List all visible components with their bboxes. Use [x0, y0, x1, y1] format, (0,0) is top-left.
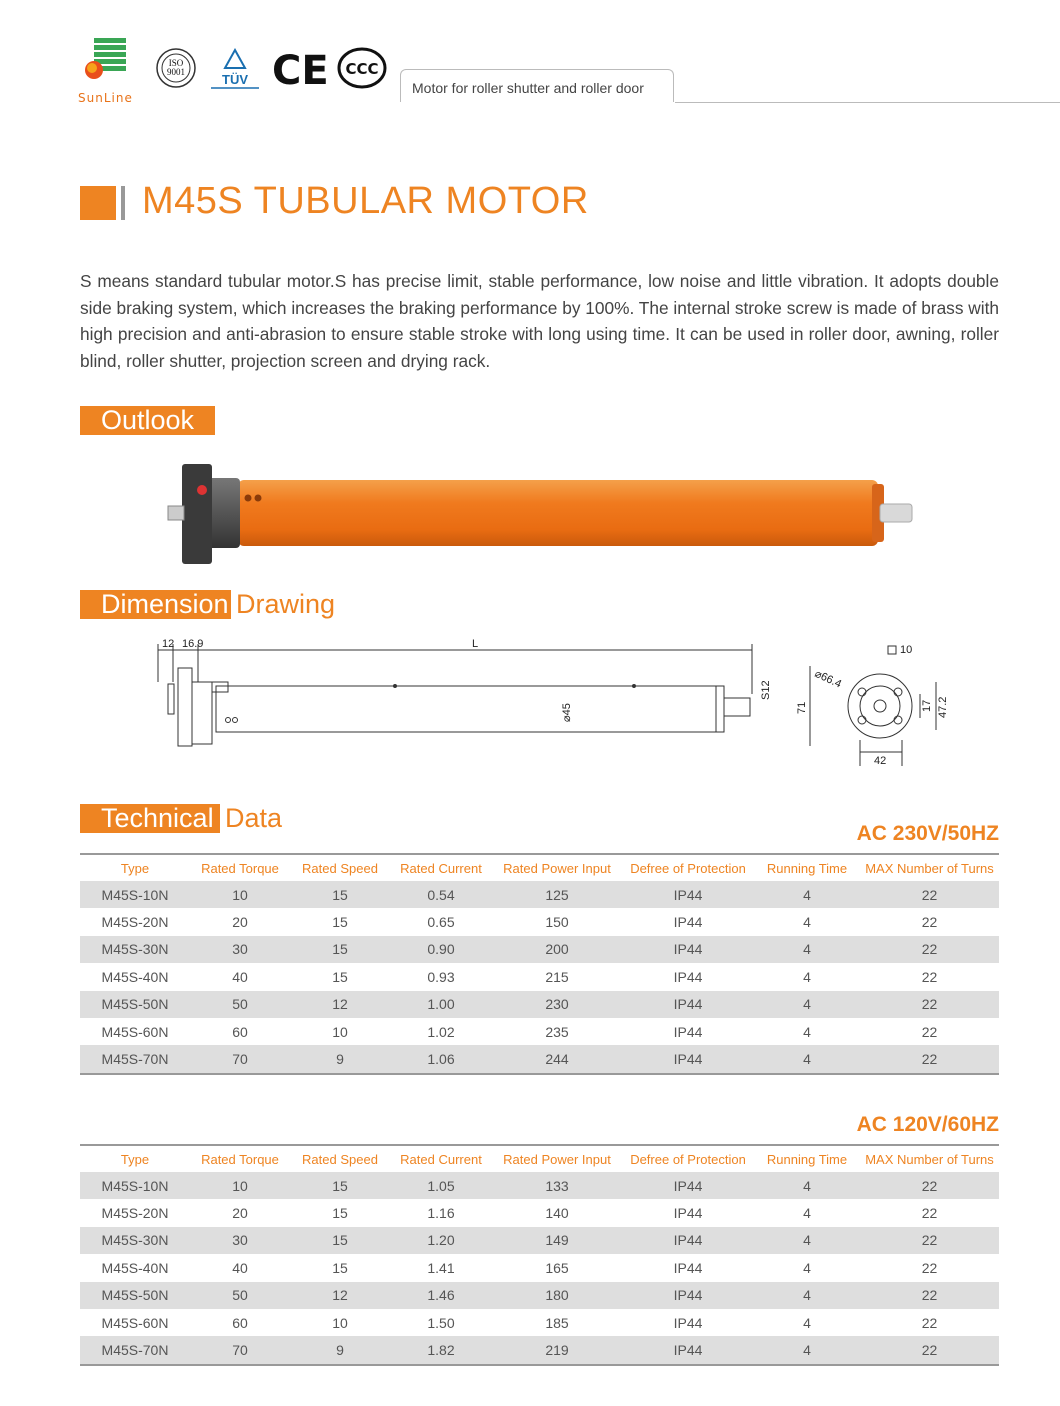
table-cell: 22: [860, 991, 999, 1018]
table-cell: 4: [754, 1172, 860, 1199]
table-cell: 22: [860, 1282, 999, 1309]
section-technical-box: [80, 804, 220, 833]
table-cell: 200: [492, 936, 622, 963]
ce-mark-icon: [272, 46, 328, 95]
table-cell: IP44: [673, 1023, 703, 1040]
table-cell: M45S-20N: [101, 1205, 169, 1222]
table-row: [80, 1336, 999, 1363]
table-cell: 22: [860, 1336, 999, 1363]
table-cell: 230: [492, 991, 622, 1018]
section-outlook-label: Outlook: [101, 405, 195, 435]
table-cell: 70: [190, 1045, 290, 1072]
ccc-label: CCC: [345, 60, 379, 78]
table-cell: M45S-10N: [80, 881, 190, 908]
table-cell: 1.02: [427, 1023, 455, 1040]
column-header: Rated Torque: [201, 860, 279, 876]
table-cell: M45S-30N: [80, 1227, 190, 1254]
table-cell: 4: [803, 1023, 811, 1040]
table-row: [80, 908, 999, 935]
table-bottom-rule: [80, 1073, 999, 1075]
table-cell: IP44: [622, 1336, 754, 1363]
table-row: [80, 1172, 999, 1199]
table-cell: 60: [232, 1023, 248, 1040]
table-cell: M45S-50N: [80, 991, 190, 1018]
table-cell: 4: [803, 1259, 811, 1276]
tuv-cert-icon: [210, 48, 260, 90]
table-cell: IP44: [622, 1172, 754, 1199]
table-cell: 180: [492, 1282, 622, 1309]
spec-table-120v: [80, 1144, 999, 1366]
table-cell: 1.20: [390, 1227, 492, 1254]
table-header-row: [80, 855, 999, 881]
column-header: Rated Current: [400, 1151, 482, 1167]
table-cell: 4: [754, 1045, 860, 1072]
column-header: MAX Number of Turns: [865, 860, 994, 876]
column-header: Defree of Protection: [630, 1151, 746, 1167]
table-cell: 15: [290, 881, 390, 908]
table-cell: 22: [860, 881, 999, 908]
table-cell: 22: [921, 914, 938, 931]
table-cell: 22: [860, 936, 999, 963]
dimension-drawing: [150, 634, 960, 779]
table-cell: M45S-20N: [101, 914, 169, 931]
table-cell: 185: [545, 1314, 569, 1331]
table-cell: IP44: [673, 1314, 703, 1331]
table-row: [80, 881, 999, 908]
table-cell: 4: [803, 1314, 811, 1331]
table-cell: 150: [545, 914, 569, 931]
table-cell: 0.54: [390, 881, 492, 908]
iso-cert-icon: [155, 47, 197, 89]
spec-table-120v-body: [80, 1172, 999, 1364]
table-header-row: [80, 1146, 999, 1172]
table-cell: M45S-70N: [80, 1336, 190, 1363]
section-dimension-label-orange: Drawing: [236, 589, 336, 619]
table-cell: IP44: [622, 1227, 754, 1254]
brand-logo: [78, 36, 148, 105]
table-cell: 215: [545, 968, 569, 985]
table-cell: 4: [754, 1282, 860, 1309]
table-cell: 244: [492, 1045, 622, 1072]
motor-photo: [160, 458, 920, 573]
column-header: Rated Power Input: [503, 860, 611, 876]
table-cell: 1.46: [390, 1282, 492, 1309]
table-cell: IP44: [673, 914, 703, 931]
table-cell: M45S-40N: [101, 1259, 169, 1276]
table-cell: 165: [545, 1259, 569, 1276]
header-rule: [675, 102, 1060, 103]
table-cell: 125: [492, 881, 622, 908]
table-cell: IP44: [622, 1282, 754, 1309]
table-row: [80, 1018, 999, 1045]
table-cell: 1.50: [427, 1314, 455, 1331]
table-cell: 10: [332, 1023, 348, 1040]
column-header: Rated Current: [400, 860, 482, 876]
section-dimension-label: Dimension: [101, 589, 229, 619]
table-cell: 219: [492, 1336, 622, 1363]
table-cell: 4: [754, 1227, 860, 1254]
table-cell: M45S-50N: [80, 1282, 190, 1309]
table-cell: 1.00: [390, 991, 492, 1018]
table-cell: 10: [190, 881, 290, 908]
table-cell: 4: [803, 914, 811, 931]
table-cell: M45S-60N: [101, 1314, 169, 1331]
table-cell: 60: [232, 1314, 248, 1331]
table-cell: 50: [190, 991, 290, 1018]
ccc-mark-icon: [337, 46, 387, 90]
dim-L: L: [472, 638, 479, 650]
table-cell: 4: [754, 881, 860, 908]
table-cell: 22: [921, 1259, 938, 1276]
table-cell: 235: [545, 1023, 569, 1040]
table-row: [80, 1282, 999, 1309]
table-cell: IP44: [673, 968, 703, 985]
table-cell: M45S-10N: [80, 1172, 190, 1199]
table-cell: 20: [232, 1205, 248, 1222]
table-row: [80, 936, 999, 963]
table-cell: 140: [545, 1205, 569, 1222]
table-row: [80, 1254, 999, 1281]
table-cell: 15: [332, 1205, 348, 1222]
spec-table-230v: [80, 853, 999, 1075]
column-header: Running Time: [766, 1151, 848, 1167]
iso-label: ISO: [168, 58, 184, 68]
table-cell: 50: [190, 1282, 290, 1309]
table-row: [80, 1227, 999, 1254]
column-header: Type: [120, 1151, 150, 1167]
spec-table-230v-body: [80, 881, 999, 1073]
sunline-logo-icon: [78, 36, 148, 84]
table-cell: 15: [332, 914, 348, 931]
table-cell: M45S-70N: [80, 1045, 190, 1072]
table-cell: M45S-40N: [101, 968, 169, 985]
table-cell: 15: [290, 1172, 390, 1199]
table-cell: 22: [860, 1172, 999, 1199]
section-technical-label-orange: Data: [225, 803, 283, 833]
table-cell: 4: [754, 936, 860, 963]
section-technical-label: Technical: [101, 803, 214, 833]
table-cell: IP44: [673, 1259, 703, 1276]
dim-12: 12: [162, 638, 175, 650]
table-row: [80, 1199, 999, 1226]
table-row: [80, 991, 999, 1018]
column-header: Rated Speed: [302, 860, 378, 876]
table-cell: 22: [921, 1314, 938, 1331]
spec-table-230v-grid: [80, 855, 999, 1073]
dim-47-2: 47.2: [937, 696, 949, 718]
column-header: Rated Power Input: [503, 1151, 611, 1167]
spec-heading-120v: AC 120V/60HZ: [856, 1113, 999, 1136]
dim-71: 71: [796, 701, 808, 714]
column-header: Rated Speed: [302, 1151, 378, 1167]
table-cell: IP44: [673, 1205, 703, 1222]
section-outlook: [80, 406, 215, 435]
ce-label: CE: [272, 48, 328, 90]
table-cell: 4: [803, 1205, 811, 1222]
column-header: Running Time: [766, 860, 848, 876]
table-cell: IP44: [622, 1045, 754, 1072]
table-cell: IP44: [622, 991, 754, 1018]
table-row: [80, 1309, 999, 1336]
table-cell: 4: [803, 968, 811, 985]
table-cell: 0.90: [390, 936, 492, 963]
table-cell: 1.82: [390, 1336, 492, 1363]
table-cell: 22: [860, 1227, 999, 1254]
column-header: MAX Number of Turns: [865, 1151, 994, 1167]
dim-d45: ⌀45: [561, 703, 573, 722]
table-cell: IP44: [622, 936, 754, 963]
table-cell: 133: [492, 1172, 622, 1199]
table-cell: 20: [232, 914, 248, 931]
table-cell: 12: [290, 991, 390, 1018]
spec-table-120v-grid: [80, 1146, 999, 1364]
brand-name: SunLine: [78, 91, 133, 105]
header-tab: Motor for roller shutter and roller door: [400, 69, 674, 102]
table-cell: 149: [492, 1227, 622, 1254]
table-cell: 15: [332, 1259, 348, 1276]
table-cell: 22: [921, 968, 938, 985]
table-cell: 0.93: [427, 968, 455, 985]
tuv-label: TÜV: [222, 72, 248, 87]
table-cell: 30: [190, 1227, 290, 1254]
table-cell: 30: [190, 936, 290, 963]
table-cell: 40: [232, 1259, 248, 1276]
table-cell: 1.16: [427, 1205, 455, 1222]
title-accent-block: [80, 186, 116, 220]
table-cell: 1.06: [390, 1045, 492, 1072]
table-cell: 10: [332, 1314, 348, 1331]
table-cell: 15: [332, 968, 348, 985]
dim-16-9: 16.9: [182, 638, 204, 650]
table-cell: 40: [232, 968, 248, 985]
table-cell: 1.41: [427, 1259, 455, 1276]
table-cell: 10: [190, 1172, 290, 1199]
section-dimension-box: [80, 590, 231, 619]
table-cell: 12: [290, 1282, 390, 1309]
table-cell: 22: [921, 1023, 938, 1040]
table-cell: M45S-30N: [80, 936, 190, 963]
table-cell: 70: [190, 1336, 290, 1363]
dim-s12: S12: [760, 680, 772, 700]
table-cell: 15: [290, 936, 390, 963]
table-cell: 9: [290, 1336, 390, 1363]
table-cell: 15: [290, 1227, 390, 1254]
table-row: [80, 963, 999, 990]
column-header: Defree of Protection: [630, 860, 746, 876]
table-cell: 4: [754, 1336, 860, 1363]
table-cell: 4: [754, 991, 860, 1018]
dim-17: 17: [921, 699, 933, 712]
table-cell: 22: [860, 1045, 999, 1072]
dim-sq10: 10: [900, 644, 913, 656]
column-header: Rated Torque: [201, 1151, 279, 1167]
page-title: M45S TUBULAR MOTOR: [142, 180, 589, 222]
table-cell: 9: [290, 1045, 390, 1072]
dim-d66-4: ⌀66.4: [812, 667, 844, 691]
dim-42: 42: [874, 755, 887, 767]
table-cell: 1.05: [390, 1172, 492, 1199]
table-cell: 0.65: [427, 914, 455, 931]
column-header: Type: [120, 860, 150, 876]
table-cell: M45S-60N: [101, 1023, 169, 1040]
spec-heading-230v: AC 230V/50HZ: [856, 822, 999, 845]
table-cell: IP44: [622, 881, 754, 908]
title-accent-bar: [121, 186, 125, 220]
table-row: [80, 1045, 999, 1072]
table-cell: 22: [921, 1205, 938, 1222]
iso-number: 9001: [167, 67, 185, 77]
table-bottom-rule: [80, 1364, 999, 1366]
product-description: S means standard tubular motor.S has precise limit, stable performance, low noise and little vibration. It adopts double side braking system, which increases the braking performance by 100%. The internal stroke screw is made of brass with high precision and anti-abrasion to ensure stable stroke with long using time. It can be used in roller door, awning, roller blind, roller shutter, projection screen and drying rack.: [80, 271, 999, 371]
